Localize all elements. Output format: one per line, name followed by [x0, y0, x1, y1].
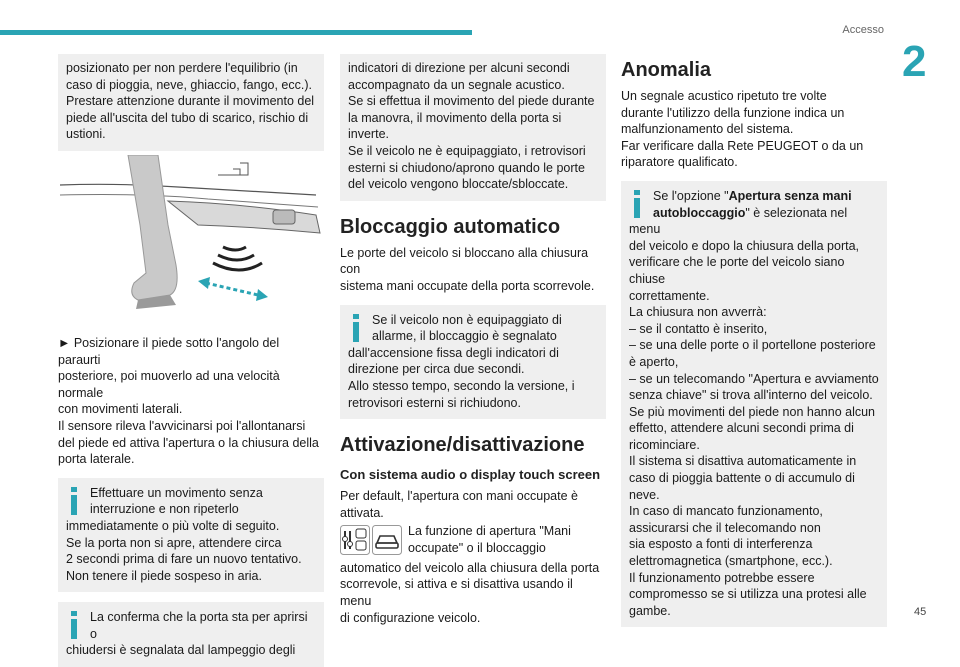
text-line: la manovra, il movimento della porta si — [348, 110, 562, 125]
text-line: Il sistema si disattiva automaticamente in — [629, 454, 857, 469]
text-line: è aperto, — [629, 354, 679, 369]
info-note — [340, 305, 606, 420]
text-line: Il sensore rileva l'avvicinarsi poi l'allontanarsi — [58, 418, 306, 433]
text-line: ustioni. — [66, 127, 106, 142]
text-line: – se il contatto è inserito, — [629, 321, 768, 336]
text-line: Se il veicolo ne è equipaggiato, i retrovisori — [348, 143, 586, 158]
info-note — [58, 478, 324, 593]
text-line: verificare che le porte del veicolo siano chiuse — [629, 255, 845, 286]
text-line: posteriore, poi muoverlo ad una velocità normale — [58, 369, 280, 400]
car-icon — [373, 526, 402, 555]
option-name: Apertura senza mani autobloccaggio — [653, 188, 852, 220]
text-line: Se si effettua il movimento del piede durante — [348, 94, 595, 109]
text-line: caso di pioggia battente o di accumulo di — [629, 471, 855, 486]
foot-sensor-illustration — [58, 155, 324, 325]
column-1 — [58, 54, 324, 667]
text-line: automatico del veicolo alla chiusura della porta — [340, 560, 600, 575]
chapter-number: 2 — [902, 37, 927, 86]
text-line: Un segnale acustico ripetuto tre volte — [621, 89, 827, 103]
text-line: Non tenere il piede sospeso in aria. — [66, 568, 262, 583]
text-line: ricominciare. — [629, 437, 700, 452]
text-line: Se più movimenti del piede non hanno alcun — [629, 404, 876, 419]
text-line: posizionato per non perdere l'equilibrio (in — [66, 61, 298, 75]
text-line: gambe. — [629, 603, 671, 618]
text-line: correttamente. — [629, 288, 710, 303]
text-line: Se la porta non si apre, attendere circa — [66, 535, 282, 550]
text-line: 2 secondi prima di fare un nuovo tentativo. — [66, 552, 302, 567]
text-line: indicatori di direzione per alcuni secondi — [348, 61, 570, 75]
config-text — [340, 523, 606, 626]
text-line: Effettuare un movimento senza — [90, 485, 263, 500]
text-line: Per default, l'apertura con mani occupate è — [340, 489, 578, 504]
column-3 — [621, 54, 887, 627]
text-line: Il funzionamento potrebbe essere — [629, 570, 815, 585]
text-line: – se un telecomando "Apertura e avviamento — [629, 371, 879, 386]
text-line: sistema mani occupate della porta scorrevole. — [340, 278, 595, 293]
text-line: del veicolo vengono bloccate/sbloccate. — [348, 177, 569, 192]
text-line: riparatore qualificato. — [621, 155, 738, 170]
continued-text-box — [340, 54, 606, 201]
info-icon — [348, 314, 364, 344]
info-note — [621, 181, 887, 627]
info-icon — [629, 190, 645, 220]
anomaly-text — [621, 88, 887, 171]
text-line: Far verificare dalla Rete PEUGEOT o da un — [621, 138, 864, 153]
text-line: La funzione di apertura "Mani — [408, 524, 571, 539]
text-line: caso di pioggia, neve, ghiaccio, fango, ecc.). — [66, 77, 312, 92]
text-line: effetto, attendere alcuni secondi prima di — [629, 421, 854, 436]
text-line: retrovisori esterni si richiudono. — [348, 395, 521, 410]
text-line: del piede ed attiva l'apertura o la chiusura della — [58, 435, 319, 450]
text-line: In caso di mancato funzionamento, — [629, 504, 823, 519]
text-line: accompagnato da un segnale acustico. — [348, 77, 565, 92]
text-line: Se il veicolo non è equipaggiato di — [372, 312, 562, 327]
text-line: chiudersi è segnalata dal lampeggio degli — [66, 643, 296, 658]
text-line: ► Posizionare il piede sotto l'angolo del paraurti — [58, 335, 280, 367]
text-line: malfunzionamento del sistema. — [621, 122, 794, 137]
text-line: piede all'uscita del tubo di scarico, rischio di — [66, 110, 309, 125]
text-line: porta laterale. — [58, 452, 135, 467]
instruction-text — [58, 335, 324, 468]
text-line: La conferma che la porta sta per aprirsi o — [90, 610, 308, 641]
text-line: dall'accensione fissa degli indicatori di — [348, 345, 559, 360]
default-text — [340, 488, 606, 521]
heading-activation: Attivazione/disattivazione — [340, 434, 585, 457]
text-line: – se una delle porte o il portellone posteriore — [629, 338, 876, 353]
text-line: sia esposto a fonti di interferenza — [629, 537, 813, 552]
heading-auto-lock: Bloccaggio automatico — [340, 215, 561, 238]
auto-lock-text — [340, 245, 606, 295]
header-accent-bar — [0, 30, 472, 35]
text-line: direzione per circa due secondi. — [348, 362, 525, 377]
text-line: interruzione e non ripeterlo — [90, 502, 239, 517]
text-line: Allo stesso tempo, secondo la versione, i — [348, 378, 575, 393]
text-line: del veicolo e dopo la chiusura della porta, — [629, 238, 860, 253]
text-line: compromesso se si utilizza una protesi alle — [629, 587, 867, 602]
text-line: scorrevole, si attiva e si disattiva usando il menu — [340, 577, 573, 609]
text-line: con movimenti laterali. — [58, 402, 183, 417]
subheading-audio-system: Con sistema audio o display touch screen — [340, 467, 601, 483]
page-number: 45 — [914, 606, 927, 618]
text-line: elettromagnetica (smartphone, ecc.). — [629, 554, 833, 569]
column-2 — [340, 54, 606, 626]
heading-anomaly: Anomalia — [621, 59, 712, 81]
text-line: Le porte del veicolo si bloccano alla chiusura con — [340, 245, 589, 277]
text-line: immediatamente o più volte di seguito. — [66, 518, 280, 533]
text-line: occupate" o il bloccaggio — [408, 540, 546, 555]
continued-text-box — [58, 54, 324, 151]
text-line: durante l'utilizzo della funzione indica un — [621, 105, 845, 120]
settings-menu-icon — [340, 525, 402, 560]
text-line: La chiusura non avverrà: — [629, 305, 767, 320]
text-line: neve. — [629, 487, 660, 502]
text-line: di configurazione veicolo. — [340, 610, 481, 625]
text-line: assicurarsi che il telecomando non — [629, 520, 821, 535]
text-line: Prestare attenzione durante il movimento del — [66, 94, 315, 109]
text-line: allarme, il bloccaggio è segnalato — [372, 329, 557, 344]
text-prefix: Se l'opzione " — [653, 188, 729, 203]
section-title: Accesso — [842, 24, 884, 36]
info-icon — [66, 487, 82, 517]
text-line: attivata. — [340, 505, 384, 520]
info-note — [58, 602, 324, 667]
text-suffix: " è selezionata nel menu — [629, 205, 848, 237]
text-line: senza chiave" si trova all'interno del veicolo. — [629, 388, 873, 403]
text-line: inverte. — [348, 127, 389, 142]
info-icon — [66, 611, 82, 641]
text-line: esterni si chiudono/aprono quando le porte — [348, 160, 585, 175]
